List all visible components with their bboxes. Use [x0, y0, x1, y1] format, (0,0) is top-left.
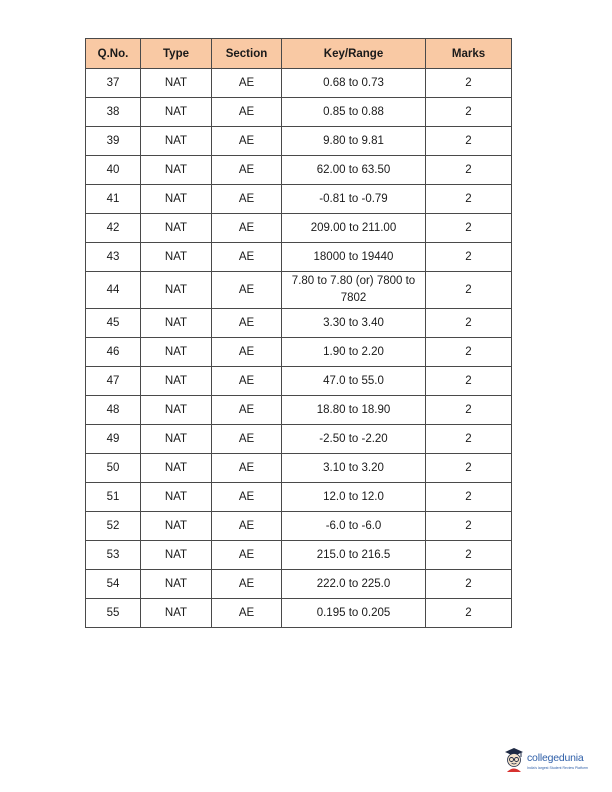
cell-section: AE: [212, 454, 282, 483]
cell-section: AE: [212, 599, 282, 628]
table-row: [86, 98, 512, 127]
cell-type: NAT: [141, 156, 212, 185]
cell-marks: 2: [426, 425, 512, 454]
cell-marks: 2: [426, 127, 512, 156]
cell-section: AE: [212, 570, 282, 599]
cell-key-range: 7.80 to 7.80 (or) 7800 to 7802: [282, 272, 426, 309]
table-row: [86, 156, 512, 185]
cell-key-range: 0.195 to 0.205: [282, 599, 426, 628]
table-row: [86, 512, 512, 541]
cell-qno: 52: [86, 512, 141, 541]
cell-qno: 53: [86, 541, 141, 570]
cell-marks: 2: [426, 338, 512, 367]
cell-section: AE: [212, 272, 282, 309]
cell-key-range: 0.85 to 0.88: [282, 98, 426, 127]
cell-marks: 2: [426, 541, 512, 570]
graduate-mascot-icon: [503, 746, 525, 772]
cell-marks: 2: [426, 272, 512, 309]
header-qno: Q.No.: [86, 39, 141, 69]
table-row: [86, 396, 512, 425]
header-marks: Marks: [426, 39, 512, 69]
table-row: [86, 599, 512, 628]
cell-marks: 2: [426, 156, 512, 185]
logo-wordmark: collegedunia: [527, 752, 584, 764]
cell-qno: 50: [86, 454, 141, 483]
cell-section: AE: [212, 309, 282, 338]
cell-section: AE: [212, 512, 282, 541]
cell-type: NAT: [141, 338, 212, 367]
cell-section: AE: [212, 483, 282, 512]
cell-marks: 2: [426, 599, 512, 628]
table-row: [86, 338, 512, 367]
cell-key-range: 18.80 to 18.90: [282, 396, 426, 425]
cell-key-range: 12.0 to 12.0: [282, 483, 426, 512]
table-row: [86, 127, 512, 156]
cell-section: AE: [212, 214, 282, 243]
table-row: [86, 69, 512, 98]
answer-key-table: [85, 38, 512, 628]
cell-marks: 2: [426, 69, 512, 98]
cell-section: AE: [212, 127, 282, 156]
cell-type: NAT: [141, 483, 212, 512]
cell-key-range: 0.68 to 0.73: [282, 69, 426, 98]
cell-key-range: -0.81 to -0.79: [282, 185, 426, 214]
cell-section: AE: [212, 367, 282, 396]
cell-type: NAT: [141, 570, 212, 599]
cell-key-range: 47.0 to 55.0: [282, 367, 426, 396]
cell-marks: 2: [426, 309, 512, 338]
cell-qno: 48: [86, 396, 141, 425]
cell-qno: 42: [86, 214, 141, 243]
cell-key-range: 215.0 to 216.5: [282, 541, 426, 570]
cell-marks: 2: [426, 454, 512, 483]
cell-key-range: 62.00 to 63.50: [282, 156, 426, 185]
cell-section: AE: [212, 541, 282, 570]
cell-section: AE: [212, 338, 282, 367]
table-row: [86, 541, 512, 570]
cell-type: NAT: [141, 272, 212, 309]
cell-qno: 41: [86, 185, 141, 214]
cell-key-range: 222.0 to 225.0: [282, 570, 426, 599]
cell-type: NAT: [141, 599, 212, 628]
cell-section: AE: [212, 69, 282, 98]
table-row: [86, 570, 512, 599]
table-row: [86, 272, 512, 309]
table-row: [86, 367, 512, 396]
header-row: [86, 39, 512, 69]
cell-marks: 2: [426, 243, 512, 272]
cell-type: NAT: [141, 309, 212, 338]
table-row: [86, 309, 512, 338]
cell-type: NAT: [141, 98, 212, 127]
cell-marks: 2: [426, 483, 512, 512]
cell-key-range: -6.0 to -6.0: [282, 512, 426, 541]
cell-marks: 2: [426, 185, 512, 214]
cell-qno: 55: [86, 599, 141, 628]
cell-key-range: 3.30 to 3.40: [282, 309, 426, 338]
cell-type: NAT: [141, 396, 212, 425]
cell-section: AE: [212, 425, 282, 454]
table-row: [86, 243, 512, 272]
cell-section: AE: [212, 156, 282, 185]
header-section: Section: [212, 39, 282, 69]
cell-marks: 2: [426, 396, 512, 425]
cell-section: AE: [212, 98, 282, 127]
cell-section: AE: [212, 243, 282, 272]
cell-type: NAT: [141, 243, 212, 272]
cell-key-range: 1.90 to 2.20: [282, 338, 426, 367]
cell-section: AE: [212, 396, 282, 425]
cell-key-range: 9.80 to 9.81: [282, 127, 426, 156]
cell-key-range: -2.50 to -2.20: [282, 425, 426, 454]
cell-qno: 49: [86, 425, 141, 454]
cell-key-range: 18000 to 19440: [282, 243, 426, 272]
cell-type: NAT: [141, 425, 212, 454]
cell-marks: 2: [426, 214, 512, 243]
table-row: [86, 214, 512, 243]
cell-marks: 2: [426, 512, 512, 541]
cell-qno: 54: [86, 570, 141, 599]
cell-key-range: 3.10 to 3.20: [282, 454, 426, 483]
table-row: [86, 454, 512, 483]
table-row: [86, 483, 512, 512]
table-row: [86, 425, 512, 454]
table-body: [86, 69, 512, 628]
cell-key-range: 209.00 to 211.00: [282, 214, 426, 243]
cell-qno: 38: [86, 98, 141, 127]
cell-type: NAT: [141, 367, 212, 396]
cell-type: NAT: [141, 512, 212, 541]
cell-qno: 47: [86, 367, 141, 396]
header-type: Type: [141, 39, 212, 69]
cell-type: NAT: [141, 541, 212, 570]
cell-type: NAT: [141, 69, 212, 98]
cell-qno: 46: [86, 338, 141, 367]
cell-type: NAT: [141, 127, 212, 156]
header-key-range: Key/Range: [282, 39, 426, 69]
cell-type: NAT: [141, 214, 212, 243]
cell-qno: 45: [86, 309, 141, 338]
cell-marks: 2: [426, 98, 512, 127]
cell-qno: 51: [86, 483, 141, 512]
cell-qno: 44: [86, 272, 141, 309]
table-row: [86, 185, 512, 214]
cell-marks: 2: [426, 367, 512, 396]
cell-section: AE: [212, 185, 282, 214]
cell-type: NAT: [141, 185, 212, 214]
cell-marks: 2: [426, 570, 512, 599]
collegedunia-logo: [503, 746, 612, 780]
logo-tagline: India's largest Student Review Platform: [527, 766, 588, 770]
cell-qno: 39: [86, 127, 141, 156]
cell-qno: 37: [86, 69, 141, 98]
cell-type: NAT: [141, 454, 212, 483]
cell-qno: 43: [86, 243, 141, 272]
cell-qno: 40: [86, 156, 141, 185]
